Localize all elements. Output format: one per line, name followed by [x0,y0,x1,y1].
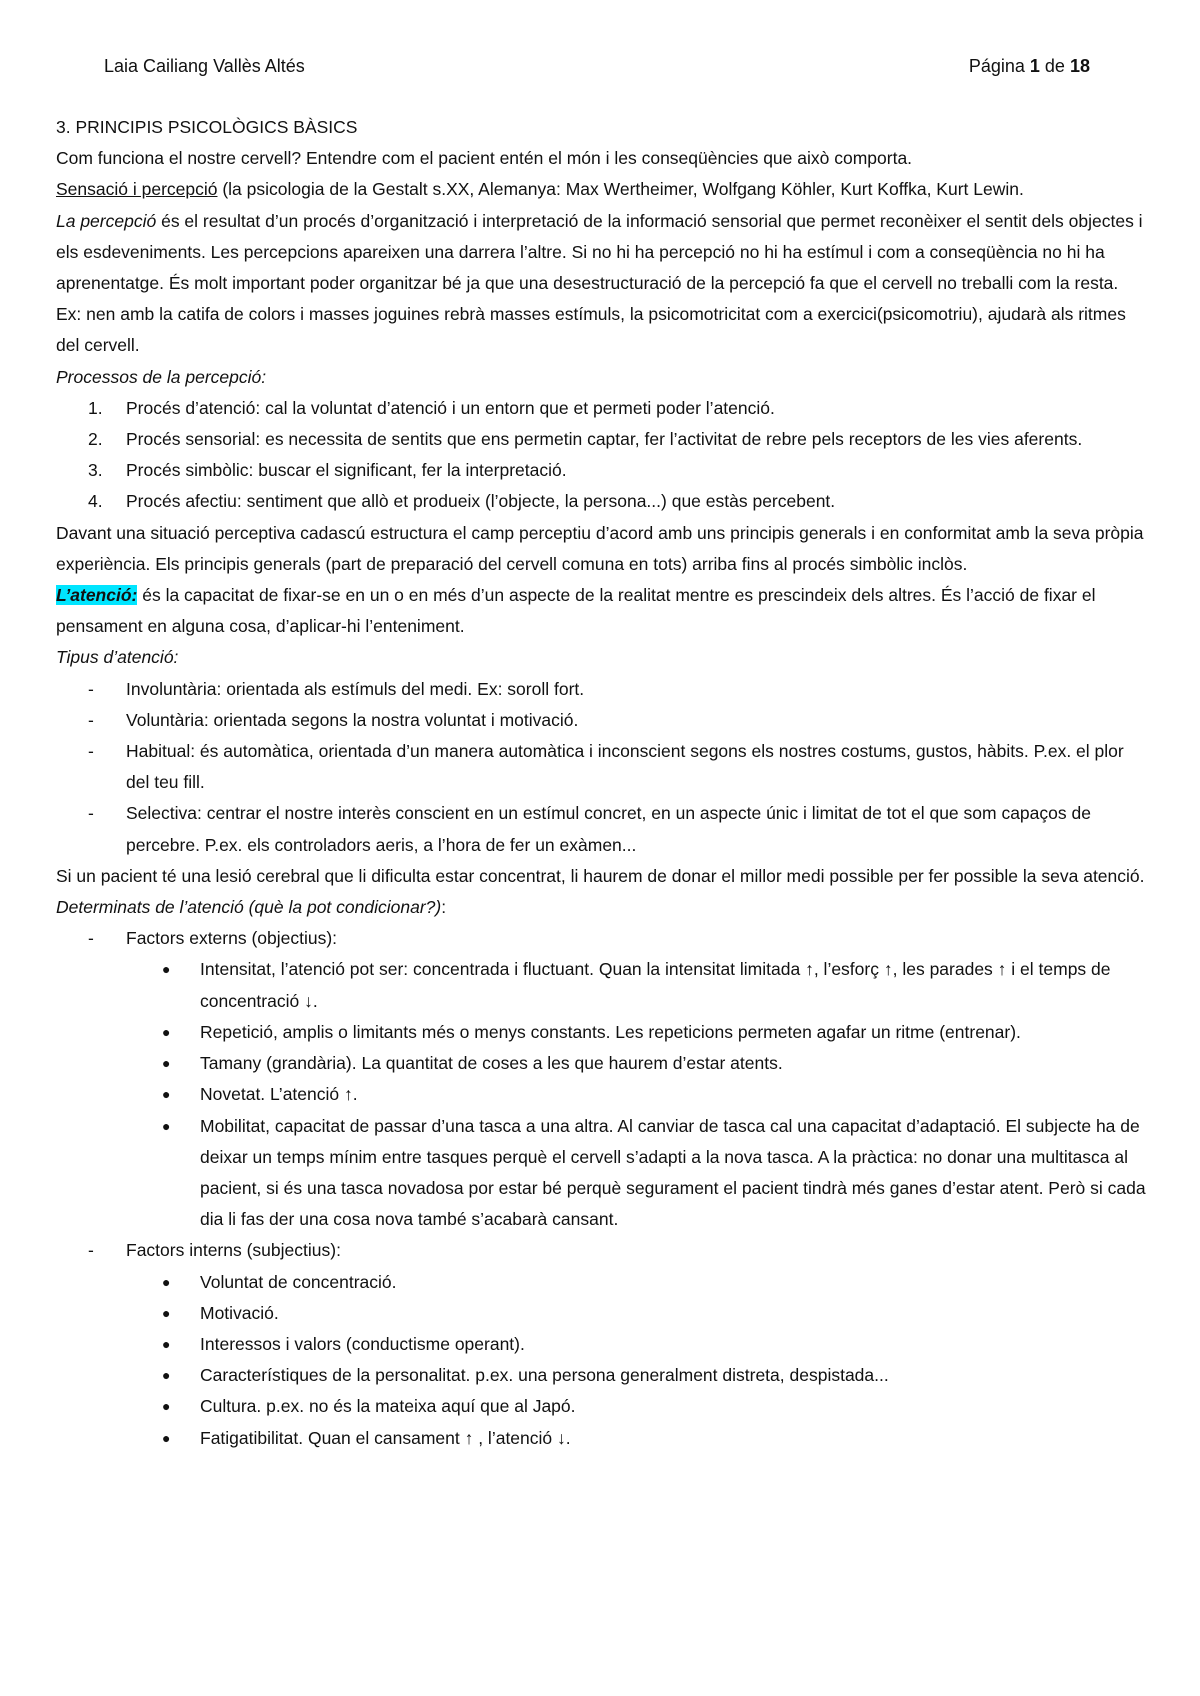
sensacio-paragraph: Sensació i percepció (la psicologia de la Gestalt s.XX, Alemanya: Max Wertheimer, Wolfgang Köhler, Kurt Koffka, Kurt Lewin. [56,179,1024,200]
list-item: - Involuntària: orientada als estímuls del medi. Ex: soroll fort. [88,678,585,699]
arrow-up-icon: ↑ [805,959,814,980]
arrow-up-icon: ↑ [464,1427,474,1448]
arrow-up-icon: ↑ [883,959,893,980]
arrow-down-icon: ↓ [557,1427,566,1448]
list-item: ● Repetició, amplis o limitants més o menys constants. Les repeticions permeten agafar un ritme (entrenar). [162,1021,1021,1042]
processos-list [56,393,1146,518]
list-item: 3. Procés simbòlic: buscar el significant, fer la interpretació. [88,460,567,481]
section-title: 3. PRINCIPIS PSICOLÒGICS BÀSICS [56,117,358,137]
atencio-term-highlight: L’atenció: [56,585,138,606]
percepcio-term: La percepció [56,210,157,231]
arrow-down-icon: ↓ [304,990,313,1011]
list-item: - Factors externs (objectius): [88,928,338,949]
list-item: - Voluntària: orientada segons la nostra voluntat i motivació. [88,709,579,730]
page-number: Página 1 de 18 [968,56,1090,76]
list-item: ● Intensitat, l’atenció pot ser: concentrada i fluctuant. Quan la intensitat limitada ↑, l’esforç ↑, les parades ↑ i el temps de concentració ↓. [162,959,1111,1011]
tipus-title: Tipus d’atenció: [56,647,179,668]
lesio-paragraph: Si un pacient té una lesió cerebral que li dificulta estar concentrat, li haurem de donar el millor medi possible per fer possible la seva atenció. [56,865,1145,886]
list-item: ● Voluntat de concentració. [162,1271,397,1292]
list-item: ● Característiques de la personalitat. p.ex. una persona generalment distreta, despistada... [162,1365,889,1386]
list-item: ● Interessos i valors (conductisme operant). [162,1333,525,1354]
list-item: 2. Procés sensorial: es necessita de sentits que ens permetin captar, fer l’activitat de rebre pels receptors de les vies aferents. [88,429,1083,450]
list-item: 1. Procés d’atenció: cal la voluntat d’atenció i un entorn que et permeti poder l’atenció. [88,397,775,418]
arrow-up-icon: ↑ [343,1084,353,1105]
atencio-paragraph: L’atenció: és la capacitat de fixar-se en un o en més d’un aspecte de la realitat mentre es prescindeix dels altres. És l’acció de fixar el pensament en alguna cosa, d’aplicar-hi l’enteniment. [56,585,1096,637]
arrow-up-icon: ↑ [997,959,1007,980]
list-item: ● Novetat. L’atenció ↑. [162,1084,358,1105]
list-item: ● Tamany (grandària). La quantitat de coses a les que haurem d’estar atents. [162,1053,783,1074]
tipus-list [56,674,1146,861]
author-name: Laia Cailiang Vallès Altés [104,56,305,76]
list-item: - Habitual: és automàtica, orientada d’un manera automàtica i inconscient segons els nostres costums, gustos, hàbits. P.ex. el plor del teu fill. [88,741,1124,793]
davant-paragraph: Davant una situació perceptiva cadascú estructura el camp perceptiu d’acord amb uns principis generals i en conformitat amb la seva pròpia experiència. Els principis generals (part de preparació del cervell comuna en tots) arriba fins al procés simbòlic inclòs. [56,522,1144,574]
list-item: ● Mobilitat, capacitat de passar d’una tasca a una altra. Al canviar de tasca cal una capacitat d’adaptació. El subjecte ha de deixar un temps mínim entre tasques perquè el cervell s’adapti a la nova tasca. A la pràctica: no donar una multitasca al pacient, si és una tasca novadosa por estar bé perquè segurament el pacient tindrà més ganes d’estar atent. Però si cada dia li fas der una cosa nova també s’acabarà cansant. [162,1115,1146,1230]
sensacio-title: Sensació i percepció [56,179,218,200]
intro-paragraph: Com funciona el nostre cervell? Entendre com el pacient entén el món i les conseqüències que això comporta. [56,148,913,169]
list-item: ● Motivació. [162,1302,279,1323]
list-item: ● Cultura. p.ex. no és la mateixa aquí que al Japó. [162,1396,576,1417]
determinats-title: Determinats de l’atenció (què la pot condicionar?): [56,897,447,918]
page-header [104,56,1090,77]
list-item: - Factors interns (subjectius): [88,1240,341,1261]
list-item: ● Fatigatibilitat. Quan el cansament ↑ , l’atenció ↓. [162,1427,571,1448]
processos-title: Processos de la percepció: [56,366,267,387]
determinats-list [56,923,1146,1453]
list-item: 4. Procés afectiu: sentiment que allò et produeix (l’objecte, la persona...) que estàs percebent. [88,491,836,512]
list-item: - Selectiva: centrar el nostre interès conscient en un estímul concret, en un aspecte únic i limitat de tot el que som capaços de percebre. P.ex. els controladors aeris, a l’hora de fer un exàmen... [88,803,1091,855]
percepcio-paragraph: La percepció és el resultat d’un procés d’organització i interpretació de la informació sensorial que permet reconèixer el sentit dels objectes i els esdeveniments. Les percepcions apareixen una darrera l’altre. Si no hi ha percepció no hi ha estímul i com a conseqüència no hi ha aprenentatge. És molt important poder organitzar bé ja que una desestructuració de la percepció fa que el cervell no treballi com la resta. Ex: nen amb la catifa de colors i masses joguines rebrà masses estímuls, la psicomotricitat com a exercici(psicomotriu), ajudarà als ritmes del cervell. [56,210,1143,356]
document-body [56,112,1146,1454]
